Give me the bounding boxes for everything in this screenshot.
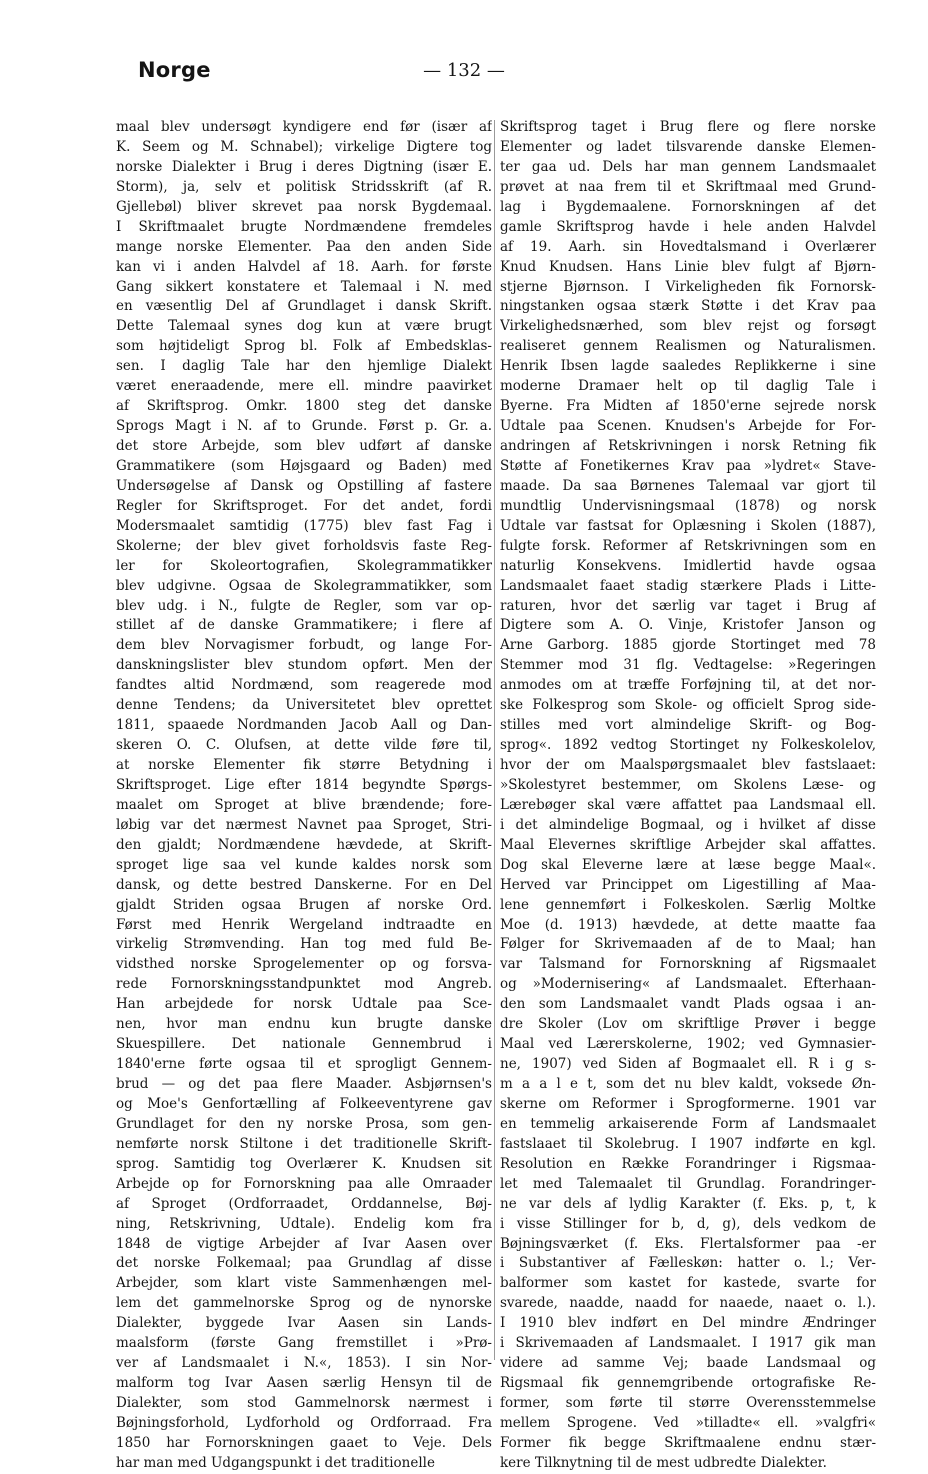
text-line: stjerne Bjørnson. I Virkeligheden fik Fornorsk-: [500, 278, 876, 295]
text-line: Han arbejdede for norsk Udtale paa Sce-: [116, 996, 492, 1013]
text-line: maalet om Sproget at blive brændende; fore-: [116, 796, 492, 813]
text-line: Dialekter, som stod Gammelnorsk nærmest i: [116, 1395, 492, 1411]
text-line: prøvet at naa frem til et Skriftmaal med Grund-: [500, 178, 876, 195]
text-line: Skriftsprog taget i Brug flere og flere norske: [500, 119, 876, 135]
text-line: Dialekter, byggede Ivar Aasen sin Lands-: [116, 1315, 492, 1332]
text-line: ter gaa ud. Dels har man gennem Landsmaalet: [500, 158, 876, 175]
section-title: Norge: [138, 58, 211, 82]
text-line: Resolution en Række Forandringer i Rigsmaa-: [500, 1155, 876, 1172]
text-line: nen, hvor man endnu kun brugte danske: [116, 1016, 492, 1033]
text-line: Arne Garborg. 1885 gjorde Stortinget med 78: [500, 637, 876, 654]
text-line: Skolerne; der blev givet forholdsvis faste Reg-: [116, 537, 492, 554]
text-line: ler for Skoleortografien, Skolegrammatikker: [116, 557, 492, 574]
text-line: skerne om Reformer i Sprogformerne. 1901 var: [500, 1095, 876, 1112]
text-line: dansk, og dette bestred Danskerne. For en Del: [116, 876, 492, 893]
text-line: stillet af de danske Grammatikere; i flere af: [116, 617, 492, 634]
text-line: Elementer og ladet tilsvarende danske Elemen-: [500, 138, 876, 155]
text-line: Bøjningsværket (f. Eks. Flertalsformer paa -er: [500, 1235, 876, 1252]
text-line: i visse Stillinger for b, d, g), dels vedkom de: [500, 1215, 876, 1232]
text-line: Virkelighedsnærhed, som blev rejst og forsøgt: [500, 318, 876, 335]
text-line: Rigsmaal fik gennemgribende ortografiske Re-: [500, 1375, 876, 1392]
text-line: sprog. Samtidig tog Overlærer K. Knudsen sit: [116, 1155, 492, 1172]
text-line: gamle Skriftsprog havde i hele anden Halvdel: [500, 218, 876, 235]
text-line: Maal Elevernes skriftlige Arbejder skal affattes.: [500, 836, 876, 853]
text-line: mundtlig Undervisningsmaal (1878) og norsk: [500, 497, 876, 514]
text-line: den gjaldt; Nordmændene hævdede, at Skrift-: [116, 836, 492, 853]
text-line: ne var dels af lydlig Karakter (f. Eks. p, t, k: [500, 1195, 876, 1212]
text-line: af Skriftsprog. Omkr. 1800 steg det danske: [116, 398, 492, 415]
text-line: danskningslister blev stundom opført. Men der: [116, 657, 492, 674]
text-line: m a a l e t, som det nu blev kaldt, voksede Øn-: [500, 1076, 876, 1092]
text-line: Storm), ja, selv et politisk Stridsskrift (af R.: [116, 178, 492, 195]
text-line: var Talsmand for Fornorskning af Rigsmaalet: [500, 956, 876, 973]
text-line: Arbejde op for Fornorskning paa alle Omraader: [116, 1175, 492, 1192]
text-line: moderne Dramaer helt op til daglig Tale i: [500, 378, 876, 395]
text-line: skeren O. C. Olufsen, at dette vilde føre til,: [116, 737, 492, 754]
text-line: maalsform (første Gang fremstillet i »Prø-: [116, 1335, 492, 1352]
text-line: sproget lige saa vel kunde kaldes norsk som: [116, 856, 492, 873]
text-line: ningstanken ogsaa stærk Støtte i det Krav paa: [500, 298, 876, 315]
text-line: en temmelig arkaiserende Form af Landsmaalet: [500, 1115, 876, 1132]
page-number: — 132 —: [423, 60, 505, 81]
text-line: maal blev undersøgt kyndigere end før (især af: [116, 119, 492, 135]
text-line: fulgte forsk. Reformer af Retskrivningen som en: [500, 537, 876, 554]
text-line: blev udg. i N., fulgte de Regler, som var op-: [116, 597, 492, 614]
text-line: rede Fornorskningsstandpunktet mod Angreb.: [116, 976, 492, 993]
text-line: Gang sikkert konstatere et Talemaal i N. med: [116, 278, 492, 295]
text-line: lem det gammelnorske Sprog og de nynorske: [116, 1295, 492, 1312]
text-line: Landsmaalet faaet stadig stærkere Plads i Litte-: [500, 577, 876, 594]
text-line: Stemmer mod 31 flg. Vedtagelse: »Regeringen: [500, 657, 876, 674]
text-line: af Sproget (Ordforraadet, Orddannelse, Bøj-: [116, 1195, 492, 1212]
text-line: Udtale paa Scenen. Knudsen's Arbejde for For-: [500, 418, 876, 435]
text-line: Arbejder, som klart viste Sammenhængen mel-: [116, 1275, 492, 1292]
text-line: Modersmaalet samtidig (1775) blev fast Fag i: [116, 517, 492, 534]
text-line: har man med Udgangspunkt i det traditionelle: [116, 1454, 435, 1471]
text-line: den som Landsmaalet vandt Plads ogsaa i an-: [500, 996, 876, 1013]
text-line: Herved var Princippet om Ligestilling af Maa-: [500, 876, 876, 893]
text-line: Grundlaget for den ny norske Prosa, som gen-: [116, 1115, 492, 1132]
page-header: [0, 58, 928, 92]
text-line: 1840'erne førte ogsaa til et sprogligt Gennem-: [116, 1056, 492, 1073]
text-line: Lærebøger skal være affattet paa Landsmaal ell.: [500, 796, 876, 813]
text-line: kan vi i anden Halvdel af 18. Aarh. for første: [116, 258, 492, 275]
text-line: Gjellebøl) bliver skrevet paa norsk Bygdemaal.: [116, 198, 492, 215]
text-line: og Moe's Genfortælling af Folkeeventyrene gav: [116, 1095, 492, 1112]
text-line: i Skrivemaaden af Landsmaalet. I 1917 gik man: [500, 1335, 876, 1352]
text-line: Undersøgelse af Dansk og Opstilling af fastere: [116, 477, 492, 494]
text-line: kere Tilknytning til de mest udbredte Dialekter.: [500, 1454, 827, 1471]
text-line: Dog skal Eleverne lære at læse begge Maal«.: [500, 856, 876, 873]
text-line: videre ad samme Vej; baade Landsmaal og: [500, 1355, 876, 1372]
left-text-column: [116, 118, 492, 1474]
text-line: Maal ved Lærerskolerne, 1902; ved Gymnasier-: [500, 1036, 876, 1053]
text-line: Sprogs Magt i N. af to Grunde. Først p. Gr. a.: [116, 418, 492, 435]
text-line: 1848 de vigtige Arbejder af Ivar Aasen over: [116, 1235, 492, 1252]
text-line: norske Dialekter i Brug i deres Digtning (især E.: [116, 158, 492, 175]
text-line: det norske Folkemaal; paa Grundlag af disse: [116, 1255, 492, 1272]
text-line: i det almindelige Bogmaal, og i hvilket af disse: [500, 816, 876, 833]
text-line: det store Arbejde, som blev udført af danske: [116, 438, 492, 454]
text-line: denne Tendens; da Universitetet blev oprettet: [116, 697, 492, 714]
text-line: I 1910 blev indført en Del mindre Ændringer: [500, 1315, 876, 1332]
right-text-column: [500, 118, 876, 1474]
text-line: løbig var det nærmest Navnet paa Sproget, Stri-: [116, 816, 492, 833]
text-line: ver af Landsmaalet i N.«, 1853). I sin Nor-: [116, 1355, 492, 1372]
text-line: lene gennemført i Folkeskolen. Særlig Moltke: [500, 896, 876, 913]
text-line: Støtte af Fonetikernes Krav paa »lydret« Stave-: [500, 457, 876, 474]
text-line: 1850 har Fornorskningen gaaet to Veje. Dels: [116, 1434, 492, 1451]
text-line: at norske Elementer fik større Betydning i: [116, 757, 492, 773]
text-line: Digtere som A. O. Vinje, Kristofer Janson og: [500, 617, 876, 634]
text-line: nemførte norsk Stiltone i det traditionelle Skrift-: [116, 1135, 492, 1152]
text-line: af 19. Aarh. sin Hovedtalsmand i Overlærer: [500, 238, 876, 255]
text-line: været eneraadende, mere ell. mindre paavirket: [116, 378, 492, 395]
text-line: blev udgivne. Ogsaa de Skolegrammatikker, som: [116, 577, 492, 594]
text-line: vidsthed norske Sprogelementer op og forsva-: [116, 956, 492, 973]
text-line: »Skolestyret bestemmer, om Skolens Læse- og: [500, 776, 876, 793]
text-line: naturlig Konsekvens. Imidlertid havde ogsaa: [500, 557, 876, 574]
text-line: brud — og det paa flere Maader. Asbjørnsen's: [116, 1076, 492, 1092]
text-line: svarede, naadde, naadd for naaede, naaet o. l.).: [500, 1295, 876, 1312]
text-line: ne, 1907) ved Siden af Bogmaalet ell. R i g s-: [500, 1056, 876, 1073]
text-line: ske Folkesprog som Skole- og officielt Sprog side-: [500, 697, 876, 714]
text-line: balformer som kastet for kastede, svarte for: [500, 1275, 876, 1292]
text-line: fastslaaet til Skolebrug. I 1907 indførte en kgl.: [500, 1135, 876, 1152]
text-line: ning, Retskrivning, Udtale). Endelig kom fra: [116, 1215, 492, 1232]
text-line: lag i Bygdemaalene. Fornorskningen af det: [500, 198, 876, 215]
text-line: mange norske Elementer. Paa den anden Side: [116, 238, 492, 255]
text-line: Henrik Ibsen lagde saaledes Replikkerne i sine: [500, 358, 876, 375]
text-line: maade. Da saa Børnenes Talemaal var gjort til: [500, 477, 876, 494]
text-line: Grammatikere (som Højsgaard og Baden) med: [116, 457, 492, 474]
text-line: andringen af Retskrivningen i norsk Retning fik: [500, 438, 876, 454]
text-line: K. Seem og M. Schnabel); virkelige Digtere tog: [116, 138, 492, 155]
text-line: Regler for Skriftsproget. For det andet, fordi: [116, 497, 492, 514]
text-line: fandtes altid Nordmænd, som reagerede mod: [116, 677, 492, 694]
text-line: Byerne. Fra Midten af 1850'erne sejrede norsk: [500, 398, 876, 415]
text-line: sprog«. 1892 vedtog Stortinget ny Folkeskolelov,: [500, 737, 876, 754]
text-line: sen. I daglig Tale har den hjemlige Dialekt: [116, 358, 492, 375]
text-line: dre Skoler (Lov om skriftlige Prøver i begge: [500, 1016, 876, 1033]
text-line: som højtideligt Sprog bl. Folk af Embedsklas-: [116, 338, 492, 355]
text-line: Skriftsproget. Lige efter 1814 begyndte Spørgs-: [116, 776, 492, 793]
text-line: hvor der om Maalspørgsmaalet blev fastslaaet:: [500, 757, 876, 773]
text-line: former, som førte til større Overensstemmelse: [500, 1395, 876, 1411]
text-line: virkelig Strømvending. Han tog med fuld Be-: [116, 936, 492, 953]
text-line: raturen, hvor det særlig var taget i Brug af: [500, 597, 876, 614]
column-divider: [494, 120, 495, 1360]
text-line: realiseret gennem Realismen og Naturalismen.: [500, 338, 876, 355]
text-line: dem blev Norvagismer forbudt, og lange For-: [116, 637, 492, 654]
text-line: gjaldt Striden ogsaa Brugen af norske Ord.: [116, 896, 492, 913]
text-line: Udtale var fastsat for Oplæsning i Skolen (1887),: [500, 517, 876, 534]
text-line: let med Talemaalet til Grundlag. Forandringer-: [500, 1175, 876, 1192]
text-line: malform tog Ivar Aasen særlig Hensyn til de: [116, 1375, 492, 1392]
text-line: Skuespillere. Det nationale Gennembrud i: [116, 1036, 492, 1053]
text-line: Dette Talemaal synes dog kun at være brugt: [116, 318, 492, 335]
text-line: Knud Knudsen. Hans Linie blev fulgt af Bjørn-: [500, 258, 876, 275]
text-line: mellem Sprogene. Ved »tilladte« ell. »valgfri«: [500, 1414, 876, 1431]
text-line: Former fik begge Skriftmaalene endnu stær-: [500, 1434, 876, 1451]
text-line: anmodes om at træffe Forføjning til, at det nor-: [500, 677, 876, 694]
text-line: i Substantiver af Fælleskøn: hatter o. l.; Ver-: [500, 1255, 876, 1272]
text-line: Følger for Skrivemaaden af de to Maal; han: [500, 936, 876, 953]
text-line: I Skriftmaalet brugte Nordmændene fremdeles: [116, 218, 492, 235]
text-line: 1811, spaaede Nordmanden Jacob Aall og Dan-: [116, 717, 492, 734]
text-line: en væsentlig Del af Grundlaget i dansk Skrift.: [116, 298, 492, 315]
text-line: stilles med vort almindelige Skrift- og Bog-: [500, 717, 876, 734]
text-line: Bøjningsforhold, Lydforhold og Ordforraad. Fra: [116, 1414, 492, 1431]
text-line: Moe (d. 1913) hævdede, at dette maatte faa: [500, 916, 876, 933]
text-line: og »Modernisering« af Landsmaalet. Efterhaan-: [500, 976, 876, 993]
text-line: Først med Henrik Wergeland indtraadte en: [116, 916, 492, 933]
